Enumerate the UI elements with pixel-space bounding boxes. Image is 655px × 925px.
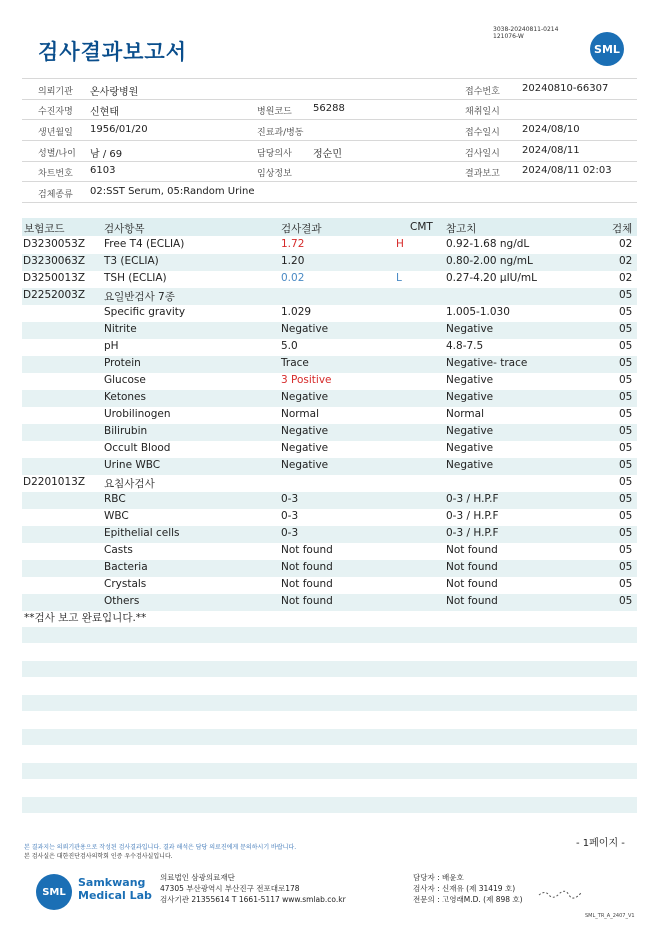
table-row — [22, 492, 637, 509]
cell-item: 요침사검사 — [104, 478, 155, 490]
empty-row — [22, 661, 637, 677]
cell-result: 1.029 — [281, 306, 312, 318]
hospital-code-value: 56288 — [313, 103, 345, 114]
cell-item: Urine WBC — [104, 459, 161, 471]
cell-item: 요일반검사 7종 — [104, 291, 175, 303]
cell-item: Crystals — [104, 578, 147, 590]
cell-result: Not found — [281, 561, 333, 573]
sml-logo: SML — [590, 32, 624, 66]
cell-spec: 05 — [619, 442, 633, 454]
table-row — [22, 373, 637, 390]
hospital-value: 온사랑병원 — [90, 87, 139, 98]
cell-spec: 05 — [619, 527, 633, 539]
cell-item: Free T4 (ECLIA) — [104, 238, 185, 250]
cell-result: Negative — [281, 323, 329, 335]
chart-value: 6103 — [90, 165, 116, 176]
cell-item: Protein — [104, 357, 141, 369]
cell-ref: Not found — [446, 578, 498, 590]
table-row — [22, 458, 637, 475]
table-row — [22, 577, 637, 594]
cell-spec: 05 — [619, 391, 633, 403]
cell-result: Negative — [281, 391, 329, 403]
specimen-value: 02:SST Serum, 05:Random Urine — [90, 186, 255, 197]
table-row — [22, 407, 637, 424]
cell-ref: Negative- trace — [446, 357, 528, 369]
receipt-no-value: 20240810-66307 — [522, 83, 609, 94]
hospital-label: 의뢰기관 — [38, 87, 73, 97]
signer-line-3: 전문의 : 고영래M.D. (제 898 호) — [413, 895, 523, 904]
sex-age-label: 성별/나이 — [38, 149, 76, 159]
company-address: 47305 부산광역시 부산진구 전포대로178 — [160, 884, 300, 893]
received-value: 2024/08/10 — [522, 124, 580, 135]
cell-item: Casts — [104, 544, 133, 556]
empty-row — [22, 729, 637, 745]
cell-result: 0-3 — [281, 527, 299, 539]
cell-spec: 05 — [619, 408, 633, 420]
cell-item: Ketones — [104, 391, 146, 403]
cell-item: Epithelial cells — [104, 527, 180, 539]
cell-ref: 0-3 / H.P.F — [446, 527, 499, 539]
cell-result: Negative — [281, 425, 329, 437]
cell-spec: 05 — [619, 476, 633, 488]
table-row — [22, 560, 637, 577]
cell-ref: 1.005-1.030 — [446, 306, 510, 318]
cell-spec: 05 — [619, 306, 633, 318]
company-name-line-2: Medical Lab — [78, 889, 152, 902]
doctor-value: 정순민 — [313, 149, 342, 160]
cell-ref: Negative — [446, 459, 494, 471]
table-row — [22, 390, 637, 407]
cell-result: 1.20 — [281, 255, 305, 267]
company-contact: 검사기관 21355614 T 1661-5117 www.smlab.co.kr — [160, 895, 346, 904]
cell-item: Specific gravity — [104, 306, 186, 318]
col-result: 검사결과 — [281, 223, 322, 235]
col-ref: 참고치 — [446, 223, 477, 235]
doc-id-line-2: 121076-W — [493, 33, 524, 40]
signer-line-2: 검사자 : 신재유 (제 31419 호) — [413, 884, 516, 893]
document-id — [493, 26, 558, 40]
page-title: 검사결과보고서 — [38, 40, 188, 64]
doc-id-line-1: 3038-20240811-0214 — [493, 26, 559, 33]
table-row — [22, 271, 637, 288]
cell-spec: 05 — [619, 425, 633, 437]
divider — [22, 202, 637, 203]
cell-item: Nitrite — [104, 323, 137, 335]
divider — [22, 161, 637, 162]
cell-ref: Negative — [446, 323, 494, 335]
cell-ref: 0.27-4.20 μIU/mL — [446, 272, 537, 284]
cell-code: D2201013Z — [23, 476, 86, 488]
tested-value: 2024/08/11 — [522, 145, 580, 156]
empty-row — [22, 695, 637, 711]
cell-code: D2252003Z — [23, 289, 86, 301]
cell-result: 5.0 — [281, 340, 298, 352]
patient-value: 신현태 — [90, 107, 119, 118]
cell-ref: 0-3 / H.P.F — [446, 510, 499, 522]
chart-label: 차트번호 — [38, 169, 73, 179]
hospital-code-label: 병원코드 — [257, 107, 292, 117]
company-corp: 의료법인 삼광의료재단 — [160, 873, 235, 882]
cell-item: TSH (ECLIA) — [104, 272, 167, 284]
cell-spec: 05 — [619, 323, 633, 335]
table-row — [22, 424, 637, 441]
cell-spec: 05 — [619, 544, 633, 556]
signer-line-1: 담당자 : 배윤호 — [413, 873, 464, 882]
table-row — [22, 305, 637, 322]
cell-item: T3 (ECLIA) — [104, 255, 159, 267]
cell-ref: 0.80-2.00 ng/mL — [446, 255, 533, 267]
cell-ref: 4.8-7.5 — [446, 340, 484, 352]
cell-ref: Not found — [446, 595, 498, 607]
clinical-label: 임상정보 — [257, 169, 292, 179]
cell-result: 3 Positive — [281, 374, 332, 386]
cell-spec: 02 — [619, 272, 633, 284]
end-note: **검사 보고 완료입니다.** — [24, 612, 147, 624]
divider — [22, 140, 637, 141]
birth-label: 생년월일 — [38, 128, 73, 138]
company-info — [160, 872, 346, 905]
cell-spec: 05 — [619, 510, 633, 522]
patient-label: 수진자명 — [38, 107, 73, 117]
divider — [22, 119, 637, 120]
cell-result: Normal — [281, 408, 319, 420]
received-label: 접수일시 — [465, 128, 500, 138]
cell-item: Glucose — [104, 374, 146, 386]
signers — [413, 872, 523, 905]
cell-ref: Negative — [446, 442, 494, 454]
cell-ref: 0-3 / H.P.F — [446, 493, 499, 505]
cell-result: 0.02 — [281, 272, 305, 284]
report-value: 2024/08/11 02:03 — [522, 165, 612, 176]
col-cmt: CMT — [410, 221, 433, 233]
cell-spec: 05 — [619, 561, 633, 573]
col-item: 검사항목 — [104, 223, 145, 235]
birth-value: 1956/01/20 — [90, 124, 148, 135]
cell-item: Urobilinogen — [104, 408, 171, 420]
cell-item: Others — [104, 595, 140, 607]
cell-result: 0-3 — [281, 510, 299, 522]
divider — [22, 181, 637, 182]
cell-result: Negative — [281, 459, 329, 471]
cell-item: Occult Blood — [104, 442, 171, 454]
table-row — [22, 254, 637, 271]
ward-label: 진료과/병동 — [257, 128, 304, 138]
table-row — [22, 475, 637, 492]
cell-spec: 02 — [619, 238, 633, 250]
cell-result: Not found — [281, 578, 333, 590]
form-code: SML_TR_A_2407_V1 — [585, 913, 635, 919]
table-row — [22, 288, 637, 305]
col-spec: 검체 — [612, 223, 633, 235]
cell-item: Bilirubin — [104, 425, 148, 437]
sex-age-value: 남 / 69 — [90, 149, 123, 160]
table-row — [22, 237, 637, 254]
divider — [22, 78, 637, 79]
cell-cmt: H — [396, 238, 404, 250]
page-number: - 1페이지 - — [576, 838, 625, 849]
cell-spec: 05 — [619, 595, 633, 607]
cell-item: RBC — [104, 493, 126, 505]
cell-result: Trace — [281, 357, 309, 369]
table-row — [22, 526, 637, 543]
table-row — [22, 594, 637, 611]
cell-spec: 02 — [619, 255, 633, 267]
cell-spec: 05 — [619, 578, 633, 590]
empty-row — [22, 797, 637, 813]
cell-ref: Not found — [446, 544, 498, 556]
receipt-no-label: 접수번호 — [465, 87, 500, 97]
cell-code: D3230063Z — [23, 255, 86, 267]
disclaimer-line-2: 본 검사실은 대한진단검사의학회 인증 우수검사실입니다. — [24, 853, 173, 860]
cell-ref: Negative — [446, 425, 494, 437]
cell-cmt: L — [396, 272, 402, 284]
cell-spec: 05 — [619, 357, 633, 369]
company-name-line-1: Samkwang — [78, 876, 146, 889]
report-label: 결과보고 — [465, 169, 500, 179]
cell-result: Not found — [281, 544, 333, 556]
cell-ref: Negative — [446, 391, 494, 403]
cell-item: pH — [104, 340, 119, 352]
cell-spec: 05 — [619, 340, 633, 352]
cell-ref: Negative — [446, 374, 494, 386]
collect-label: 채취일시 — [465, 107, 500, 117]
col-code: 보험코드 — [24, 223, 65, 235]
doctor-label: 담당의사 — [257, 149, 292, 159]
divider — [22, 99, 637, 100]
cell-ref: 0.92-1.68 ng/dL — [446, 238, 530, 250]
cell-result: Negative — [281, 442, 329, 454]
cell-item: Bacteria — [104, 561, 148, 573]
cell-code: D3250013Z — [23, 272, 86, 284]
company-name — [78, 876, 152, 902]
table-row — [22, 339, 637, 356]
signature-image — [537, 884, 587, 894]
table-row — [22, 543, 637, 560]
cell-spec: 05 — [619, 493, 633, 505]
table-row — [22, 356, 637, 373]
sml-footer-logo: SML — [36, 874, 72, 910]
table-row — [22, 322, 637, 339]
cell-result: 1.72 — [281, 238, 305, 250]
empty-row — [22, 763, 637, 779]
table-row — [22, 509, 637, 526]
disclaimer-line-1: 본 결과지는 의뢰기관용으로 작성된 검사결과입니다. 결과 해석은 담당 의료진에게 문의하시기 바랍니다. — [24, 844, 297, 851]
cell-item: WBC — [104, 510, 129, 522]
cell-spec: 05 — [619, 459, 633, 471]
empty-row — [22, 627, 637, 643]
cell-spec: 05 — [619, 289, 633, 301]
specimen-label: 검체종류 — [38, 190, 73, 200]
cell-spec: 05 — [619, 374, 633, 386]
cell-code: D3230053Z — [23, 238, 86, 250]
cell-ref: Normal — [446, 408, 484, 420]
cell-ref: Not found — [446, 561, 498, 573]
cell-result: 0-3 — [281, 493, 299, 505]
tested-label: 검사일시 — [465, 149, 500, 159]
cell-result: Not found — [281, 595, 333, 607]
table-row — [22, 441, 637, 458]
